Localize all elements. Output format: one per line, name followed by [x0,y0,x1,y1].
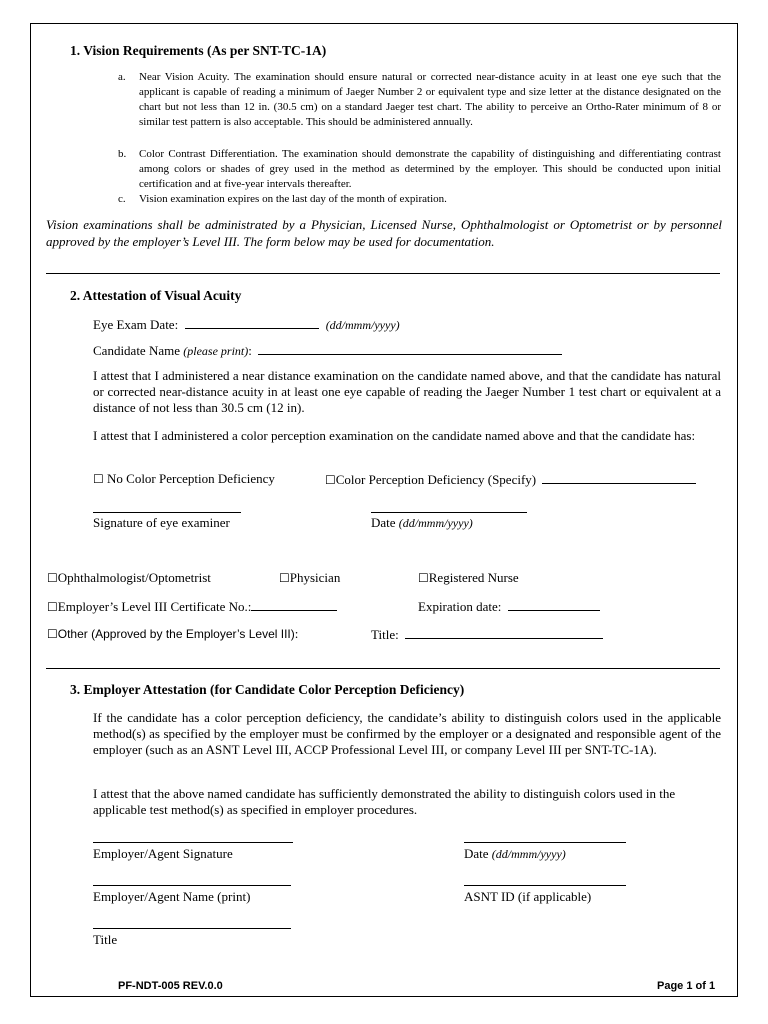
item-b-text: Color Contrast Differentiation. The examination should demonstrate the capability of distinguishing and differentiating contrast among colors or shades of grey used in the method as determined by the employer. This should be conducted upon initial certification and at five-year intervals thereafter. [139,148,721,190]
deficiency-option[interactable] [325,471,696,488]
section2-heading: 2. Attestation of Visual Acuity [70,288,242,303]
page-number: Page 1 of 1 [657,980,716,992]
physician-label: Physician [289,570,341,585]
deficiency-specify-field[interactable] [542,471,696,484]
deficiency-label: Color Perception Deficiency (Specify) [335,472,537,487]
candidate-name-label: Candidate Name [93,343,180,358]
title-label: Title: [371,627,399,642]
other-option[interactable] [47,626,298,642]
examiner-date-row [371,515,473,531]
nurse-checkbox[interactable]: ☐ [418,571,429,585]
expiration-label: Expiration date: [418,599,502,614]
ophthalmologist-label: Ophthalmologist/Optometrist [57,570,211,585]
item-c-text: Vision examination expires on the last day of the month of expiration. [139,193,447,205]
divider-1 [46,273,720,274]
expiration-date-field[interactable] [508,598,600,611]
vision-note: Vision examinations shall be administrated by a Physician, Licensed Nurse, Ophthalmologist or Optometrist or by personnel approved by the employer’s Level III. The form below may be used for documentation. [46,217,722,249]
examiner-date-label: Date [371,515,396,530]
eye-exam-date-field[interactable] [185,316,319,329]
attest-near-vision: I attest that I administered a near distance examination on the candidate named above, and that the candidate has natural or corrected near-distance acuity in at least one eye capable of reading the Jaeger Number 1 test chart or equivalent at a distance of not less than 30.5 cm (12 in). [93,368,721,415]
section1-heading: 1. Vision Requirements (As per SNT-TC-1A) [70,43,327,58]
divider-2 [46,668,720,669]
item-a-text: Near Vision Acuity. The examination should ensure natural or corrected near-distance acuity in at least one eye such that the applicant is capable of reading a minimum of Jaeger Number 2 or equivalent type and size letter at the distance designated on the chart but not less than 12 in. (30.5 cm) on a standard Jaeger test chart. The ability to perceive an Ortho-Rater minimum of 8 or similar test pattern is also acceptable. This should be administered annually. [139,71,721,128]
employer-name-label: Employer/Agent Name (print) [93,889,251,904]
level3-checkbox[interactable]: ☐ [47,600,58,614]
employer-para-1: If the candidate has a color perception deficiency, the candidate’s ability to distinguish colors used in the applicable method(s) as specified by the employer must be confirmed by the employer or a designated and responsible agent of the employer (such as an ASNT Level III, ACCP Professional Level III, or company Level III per SNT-TC-1A). [93,710,721,757]
level3-certificate-field[interactable] [251,598,337,611]
level3-option[interactable] [47,598,337,615]
document-id: PF-NDT-005 REV.0.0 [118,980,223,992]
employer-para-2: I attest that the above named candidate has sufficiently demonstrated the ability to distinguish colors used in the applicable test method(s) as specified in employer procedures. [93,786,676,817]
section3-heading: 3. Employer Attestation (for Candidate Color Perception Deficiency) [70,682,465,697]
nurse-label: Registered Nurse [428,570,519,585]
item-a-marker: a. [118,71,126,83]
other-colon: : [294,626,299,641]
physician-checkbox[interactable]: ☐ [279,571,290,585]
ophthalmologist-option[interactable] [47,570,211,586]
examiner-date-format: (dd/mmm/yyyy) [398,516,473,530]
asnt-id-line[interactable] [464,885,626,886]
employer-signature-label: Employer/Agent Signature [93,846,233,861]
candidate-name-colon: : [248,343,252,358]
employer-title-line[interactable] [93,928,291,929]
candidate-name-field[interactable] [258,342,562,355]
eye-exam-date-label: Eye Exam Date: [93,317,179,332]
employer-date-row [464,846,566,862]
title-row [371,626,603,643]
examiner-signature-label: Signature of eye examiner [93,515,230,530]
examiner-date-line[interactable] [371,512,527,513]
other-checkbox[interactable]: ☐ [47,627,58,641]
item-c-marker: c. [118,193,126,205]
ophthalmologist-checkbox[interactable]: ☐ [47,571,58,585]
employer-title-label: Title [93,932,118,947]
other-label: Other (Approved by the Employer’s Level III) [57,627,295,641]
employer-name-line[interactable] [93,885,291,886]
no-deficiency-label: No Color Perception Deficiency [107,471,275,486]
physician-option[interactable] [279,570,340,586]
deficiency-checkbox[interactable]: ☐ [325,473,336,487]
nurse-option[interactable] [418,570,519,586]
employer-signature-line[interactable] [93,842,293,843]
employer-date-line[interactable] [464,842,626,843]
item-b-marker: b. [118,148,127,160]
employer-date-format: (dd/mmm/yyyy) [491,847,566,861]
eye-exam-date-format: (dd/mmm/yyyy) [325,318,400,332]
level3-label: Employer’s Level III Certificate No.: [57,599,252,614]
title-field[interactable] [405,626,603,639]
eye-exam-date-row [93,316,400,333]
examiner-signature-line[interactable] [93,512,241,513]
attest-color-perception: I attest that I administered a color perception examination on the candidate named above and that the candidate has: [93,428,696,443]
no-deficiency-option[interactable] [93,471,275,487]
asnt-id-label: ASNT ID (if applicable) [464,889,592,904]
candidate-name-row [93,342,562,359]
no-deficiency-checkbox[interactable]: ☐ [93,472,104,486]
expiration-row [418,598,600,615]
employer-date-label: Date [464,846,489,861]
candidate-name-hint: (please print) [183,344,249,358]
